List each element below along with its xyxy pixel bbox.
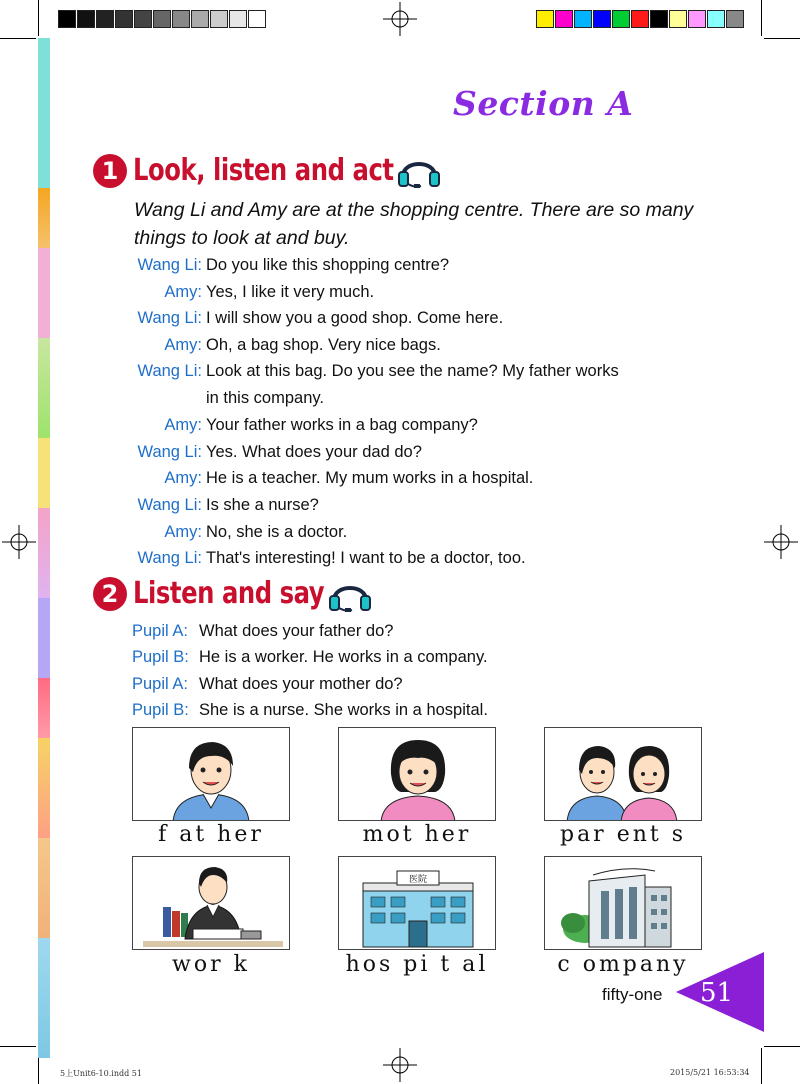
speaker-label: Amy: [164, 283, 202, 301]
mother-picture [338, 727, 496, 821]
line-text: That's interesting! I want to be a doctor, too. [206, 549, 526, 567]
speaker-label: Pupil A: [132, 622, 188, 640]
registration-mark-bottom [383, 1048, 417, 1082]
part2-number: 2 [93, 577, 127, 611]
speaker-label: Wang Li: [137, 309, 202, 327]
line-text: What does your father do? [199, 622, 394, 640]
line-text: I will show you a good shop. Come here. [206, 309, 504, 327]
speaker-label: Wang Li: [137, 443, 202, 461]
decorative-side-strip [38, 38, 50, 1058]
part1-heading [93, 153, 423, 188]
speaker-label: Amy: [164, 469, 202, 487]
headphones-icon [397, 150, 441, 190]
dialogue-line [132, 620, 394, 642]
line-text: He is a worker. He works in a company. [199, 648, 488, 666]
line-text: What does your mother do? [199, 675, 403, 693]
line-text: He is a teacher. My mum works in a hospital. [206, 469, 534, 487]
footer-file-info: 5上Unit6-10.indd 51 [60, 1069, 142, 1078]
registration-mark-right [764, 525, 798, 559]
vocab-word: hos pi t al [345, 952, 489, 977]
part1-intro: Wang Li and Amy are at the shopping centre. There are so many things to look at and buy. [134, 199, 694, 249]
page-number-words: fifty-one [602, 985, 663, 1004]
line-text: Look at this bag. Do you see the name? My father works [206, 362, 619, 380]
part2-heading [93, 576, 345, 611]
father-picture [132, 727, 290, 821]
speaker-label: Wang Li: [137, 549, 202, 567]
work-picture [132, 856, 290, 950]
part1-number: 1 [93, 154, 127, 188]
vocab-word: mot her [362, 822, 472, 847]
speaker-label: Pupil A: [132, 675, 188, 693]
footer-timestamp: 2015/5/21 16:53:34 [670, 1068, 750, 1077]
line-text: Yes. What does your dad do? [206, 443, 422, 461]
dialogue-line [132, 699, 488, 721]
part2-heading-text: Listen and say [133, 576, 325, 611]
page-number: 51 [700, 978, 734, 1008]
hospital-picture [338, 856, 496, 950]
vocab-word: f at her [158, 822, 264, 847]
headphones-icon [328, 574, 372, 614]
line-text: Yes, I like it very much. [206, 283, 375, 301]
vocab-word: c ompany [557, 952, 689, 977]
speaker-label: Wang Li: [137, 256, 202, 274]
dialogue-line [132, 646, 488, 668]
line-text: Your father works in a bag company? [206, 416, 478, 434]
speaker-label: Amy: [164, 416, 202, 434]
line-text: Do you like this shopping centre? [206, 256, 450, 274]
registration-mark-left [2, 525, 36, 559]
company-picture [544, 856, 702, 950]
speaker-label: Pupil B: [132, 701, 189, 719]
registration-mark-top [383, 2, 417, 36]
vocab-word: wor k [172, 952, 250, 977]
section-title: Section A [453, 84, 634, 123]
parents-picture [544, 727, 702, 821]
speaker-label: Wang Li: [137, 362, 202, 380]
dialogue-line [132, 673, 403, 695]
line-text: Is she a nurse? [206, 496, 319, 514]
part1-heading-text: Look, listen and act [133, 153, 394, 188]
speaker-label: Wang Li: [137, 496, 202, 514]
hospital-sign: 医院 [408, 875, 427, 885]
vocab-word: par ent s [559, 822, 687, 847]
speaker-label: Amy: [164, 523, 202, 541]
line-text: She is a nurse. She works in a hospital. [199, 701, 488, 719]
line-text: in this company. [206, 389, 324, 407]
line-text: Oh, a bag shop. Very nice bags. [206, 336, 441, 354]
line-text: No, she is a doctor. [206, 523, 348, 541]
speaker-label: Pupil B: [132, 648, 189, 666]
speaker-label: Amy: [164, 336, 202, 354]
